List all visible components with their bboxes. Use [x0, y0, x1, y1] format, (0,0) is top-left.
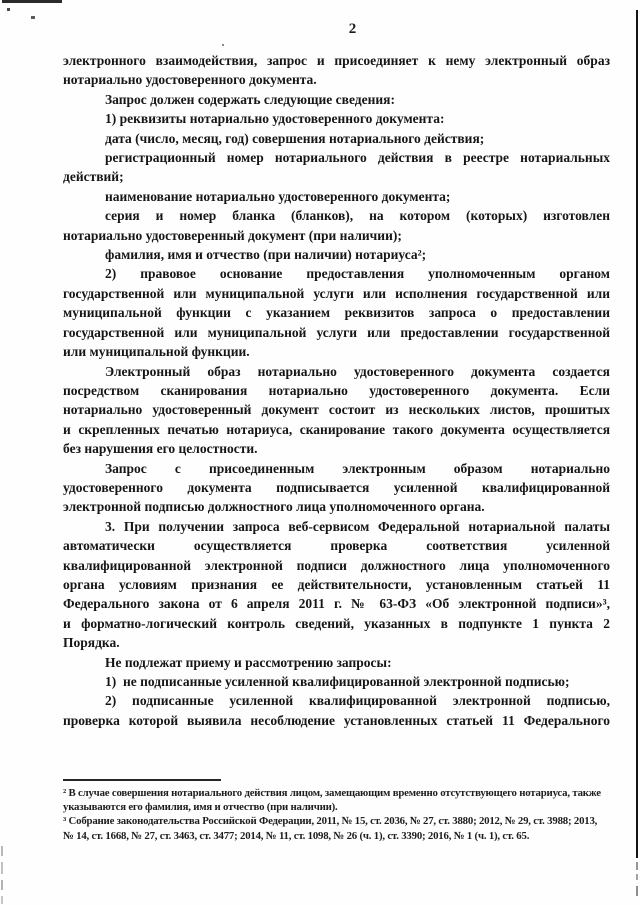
body-line: Запрос должен содержать следующие сведения:	[105, 91, 395, 107]
body-line: квалифицированной электронной подписи должностного лица уполномоченного	[63, 557, 610, 573]
body-line: проверка которой выявила несоблюдение установленных статьей 11 Федерального	[63, 712, 610, 728]
body-line: органа условиям признания ее действительности, установленным статьей 11	[63, 576, 610, 592]
body-line: Электронный образ нотариально удостоверенного документа создается	[105, 363, 610, 379]
footnote-line: ² В случае совершения нотариального действия лицом, замещающим временно отсутствующего нотариуса, также	[63, 787, 601, 799]
body-line: без нарушения его целостности.	[63, 441, 258, 457]
body-line: электронного взаимодействия, запрос и присоединяет к нему электронный образ	[63, 53, 610, 68]
footnote-line: № 14, ст. 1668, № 27, ст. 3463, ст. 3477; 2014, № 11, ст. 1098, № 26 (ч. 1), ст. 3390; 2016, № 1 (ч. 1), ст. 65.	[63, 829, 530, 842]
footnotes	[63, 786, 612, 843]
body-line: наименование нотариально удостоверенного документа;	[105, 188, 451, 204]
body-line: Федерального закона от 6 апреля 2011 г. № 63-ФЗ «Об электронной подписи»³,	[63, 596, 610, 612]
body-line: действий;	[63, 169, 124, 185]
body-line: серия и номер бланка (бланков), на котором (которых) изготовлен	[105, 208, 610, 224]
footnote-separator	[63, 779, 221, 781]
body-line: удостоверенного документа подписывается усиленной квалифицированной	[63, 479, 610, 495]
body-line: 2) подписанные усиленной квалифицированной электронной подписью,	[105, 693, 610, 709]
scan-artifact-left-dash	[1, 846, 3, 856]
body-line: и скрепленных печатью нотариуса, сканирование такого документа осуществляется	[63, 421, 610, 437]
scan-artifact-left-dash	[1, 896, 3, 904]
body-line: нотариально удостоверенного документа.	[63, 72, 317, 88]
body-line: 1) реквизиты нотариально удостоверенного документа:	[105, 111, 445, 127]
scan-artifact-right-edge-line	[636, 10, 638, 858]
scan-artifact-speck	[31, 16, 35, 19]
body-line: нотариально удостоверенный документ (при наличии);	[63, 227, 402, 243]
footnote-line: указываются его фамилия, имя и отчество (при наличии).	[63, 801, 338, 814]
body-line: регистрационный номер нотариального действия в реестре нотариальных	[105, 150, 610, 166]
body-line: электронной подписью должностного лица уполномоченного органа.	[63, 499, 485, 515]
body-line: или муниципальной функции.	[63, 344, 250, 360]
body-line: и форматно-логический контроль сведений, указанных в подпункте 1 пункта 2	[63, 615, 610, 631]
body-line: Порядка.	[63, 635, 120, 651]
body-line: нотариально удостоверенный документ состоит из нескольких листов, прошитых	[63, 402, 610, 418]
body-line: Не подлежат приему и рассмотрению запросы:	[105, 654, 392, 670]
footnote-line: ³ Собрание законодательства Российской Федерации, 2011, № 15, ст. 2036, № 27, ст. 3880; 2012, № 29, ст. 3988; 2013,	[63, 815, 598, 828]
scan-artifact-dot	[222, 44, 224, 46]
body-line: государственной или муниципальной услуги или исполнения государственной или	[63, 285, 610, 301]
scan-artifact-speck	[7, 8, 10, 11]
body-line: 3. При получении запроса веб-сервисом Федеральной нотариальной палаты	[105, 518, 610, 534]
page-number: 2	[348, 21, 357, 37]
body-line: 1) не подписанные усиленной квалифицированной электронной подписью;	[105, 674, 570, 689]
body-line: посредством сканирования нотариально удостоверенного документа. Если	[63, 382, 610, 398]
scan-artifact-right-dash	[636, 886, 638, 896]
body-line: 2) правовое основание предоставления уполномоченным органом	[105, 266, 610, 282]
body-line: фамилия, имя и отчество (при наличии) нотариуса²;	[105, 247, 427, 263]
scan-artifact-left-dash	[1, 862, 3, 874]
body-line: государственной или муниципальной услуги или предоставлении государственной	[63, 324, 610, 340]
scan-artifact-left-dash	[1, 880, 3, 890]
scan-artifact-top-line	[2, 0, 62, 3]
body-line: Запрос с присоединенным электронным образом нотариально	[105, 460, 610, 476]
body-line: дата (число, месяц, год) совершения нотариального действия;	[105, 130, 485, 146]
scan-artifact-right-dash	[636, 874, 638, 880]
body-line: муниципальной функции с указанием реквизитов запроса о предоставлении	[63, 305, 610, 321]
scan-artifact-right-dash	[636, 862, 638, 870]
body-line: автоматически осуществляется проверка соответствия усиленной	[63, 538, 610, 554]
document-body	[63, 51, 610, 730]
